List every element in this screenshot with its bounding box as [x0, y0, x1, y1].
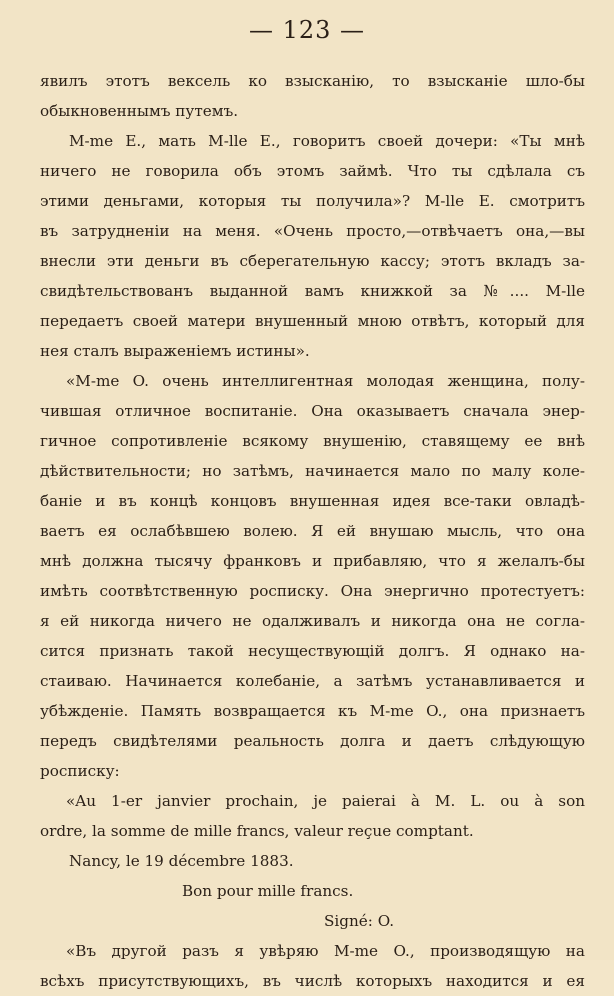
text-line: чившая отличное воспитаніе. Она оказываетъ сначала энер- — [40, 402, 585, 420]
text-line: росписку: — [40, 762, 120, 780]
text-line: Signé: O. — [324, 912, 395, 930]
text-line: баніе и въ концѣ концовъ внушенная идея все-таки овладѣ- — [40, 492, 585, 510]
text-line: явилъ этотъ вексель ко взысканію, то взысканіе шло-бы — [40, 72, 585, 90]
text-line: въ затрудненіи на меня. «Очень просто,—отвѣчаетъ она,—вы — [40, 222, 585, 240]
text-line: Nancy, le 19 décembre 1883. — [69, 852, 294, 870]
text-line: ваетъ ея ослабѣвшею волею. Я ей внушаю мысль, что она — [40, 522, 585, 540]
text-line: имѣть соотвѣтственную росписку. Она энергично протестуетъ: — [40, 582, 585, 600]
text-line: M-me E., мать M-lle E., говоритъ своей дочери: «Ты мнѣ — [69, 132, 585, 150]
text-line: внесли эти деньги въ сберегательную кассу; этотъ вкладъ за- — [40, 252, 585, 270]
text-line: я ей никогда ничего не одалживалъ и никогда она не согла- — [40, 612, 585, 630]
text-line: мнѣ должна тысячу франковъ и прибавляю, что я желалъ-бы — [40, 552, 585, 570]
text-line: «Au 1-er janvier prochain, je paierai à M. L. ou à son — [66, 792, 585, 810]
text-line: «M-me O. очень интеллигентная молодая женщина, полу- — [66, 372, 585, 390]
text-line: всѣхъ присутствующихъ, въ числѣ которыхъ находится и ея — [40, 972, 585, 990]
text-line: стаиваю. Начинается колебаніе, а затѣмъ устанавливается и — [40, 672, 585, 690]
text-line: этими деньгами, которыя ты получила»? M-lle E. смотритъ — [40, 192, 585, 210]
text-line: ничего не говорила объ этомъ займѣ. Что ты сдѣлала съ — [40, 162, 585, 180]
page-number: — 123 — — [248, 16, 366, 44]
text-line: передъ свидѣтелями реальность долга и даетъ слѣдующую — [40, 732, 585, 750]
text-line: «Въ другой разъ я увѣряю M-me O., производящую на — [66, 942, 585, 960]
text-line: убѣжденіе. Память возвращается къ M-me O., она признаетъ — [40, 702, 585, 720]
text-line: дѣйствительности; но затѣмъ, начинается мало по малу коле- — [40, 462, 585, 480]
text-line: нея сталъ выраженіемъ истины». — [40, 342, 310, 360]
text-line: передаетъ своей матери внушенный мною отвѣтъ, который для — [40, 312, 585, 330]
text-line: гичное сопротивленіе всякому внушенію, ставящему ее внѣ — [40, 432, 585, 450]
text-line: свидѣтельствованъ выданной вамъ книжкой за №.... M-lle — [40, 282, 585, 300]
text-line: обыкновеннымъ путемъ. — [40, 102, 239, 120]
text-line: Bon pour mille francs. — [182, 882, 354, 900]
text-line: сится признать такой несуществующій долгъ. Я однако на- — [40, 642, 585, 660]
page-text — [40, 66, 585, 996]
text-line: ordre, la somme de mille francs, valeur reçue comptant. — [40, 822, 474, 840]
